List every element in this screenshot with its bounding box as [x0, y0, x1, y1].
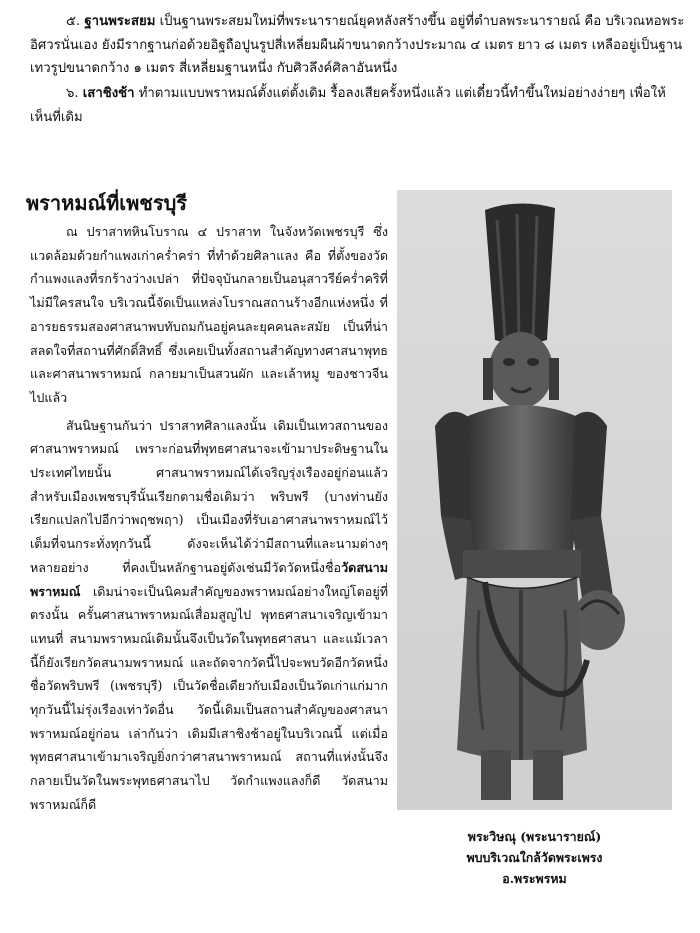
body-column — [30, 220, 388, 817]
figure-caption — [397, 826, 672, 889]
temple-name-emphasis: วัดสนามพราหมณ์ — [30, 559, 388, 599]
caption-line: อ.พระพรหม — [502, 871, 567, 886]
paragraph-text-continued: เดิมน่าจะเป็นนิคมสำคัญของพราหมณ์อย่างใหญ่โตอยู่ที่ตรงนั้น ครั้นศาสนาพราหมณ์เสื่อมสูญไป พุทธศาสนาเจริญเข้ามาแทนที่ สนามพราหมณ์เดิมนั้นจึงเป็นวัดในพุทธศาสนา และแม้เวลานี้ก็ยังเรียกวัดสนามพราหมณ์ และถัดจากวัดนี้ไปจะพบวัดอีกวัดหนึ่งชื่อวัดพริบพรี (เพชรบุรี) เป็นวัดชื่อเดียวกับเมืองเป็นวัดเก่าแก่มาก ทุกวันนี้ไม่รุ่งเรืองเท่าวัดอื่น วัดนี้เดิมเป็นสถานสำคัญของศาสนาพราหมณ์อยู่ก่อน เล่ากันว่า เดิมมีเสาชิงช้าอยู่ในบริเวณนี้ แต่เมื่อพุทธศาสนาเข้ามาเจริญยิ่งกว่าศาสนาพราหมณ์ สถานที่แห่งนั้นจึงกลายเป็นวัดในพระพุทธศาสนาไป วัดกำแพงแลงก็ดี วัดสนามพราหมณ์ก็ดี — [30, 583, 388, 812]
item-6 — [30, 82, 685, 129]
item-number: ๖. — [66, 86, 79, 101]
item-heading: ฐานพระสยม — [84, 14, 156, 29]
paragraph-text: สันนิษฐานกันว่า ปราสาทศิลาแลงนั้น เดิมเป็นเทวสถานของศาสนาพราหมณ์ เพราะก่อนที่พุทธศาสนาจะเข้ามาประดิษฐานในประเทศไทยนั้น ศาสนาพราหมณ์ได้เจริญรุ่งเรืองอยู่ก่อนแล้ว สำหรับเมืองเพชรบุรีนั้นเรียกตามชื่อเดิมว่า พริบพรี (บางท่านยังเรียกแปลกไปอีกว่าพฤชพฤา) เป็นเมืองที่รับเอาศาสนาพราหมณ์ไว้เต็มที่จนกระทั่งทุกวันนี้ ดังจะเห็นได้ว่ามีสถานที่และนามต่างๆ หลายอย่าง ที่คงเป็นหลักฐานอยู่ดังเช่นมีวัดวัดหนึ่งชื่อ — [30, 417, 388, 575]
item-5 — [30, 10, 685, 81]
item-number: ๕. — [66, 14, 81, 29]
item-text: ทำตามแบบพราหมณ์ตั้งแต่ตั้งเดิม รื้อลงเสียครั้งหนึ่งแล้ว แต่เดี๋ยวนี้ทำขึ้นใหม่อย่างง่ายๆ เพื่อให้เห็นที่เดิม — [30, 86, 666, 125]
caption-line: พบบริเวณใกล้วัดพระเพรง — [466, 850, 603, 865]
item-text: เป็นฐานพระสยมใหม่ที่พระนารายณ์ยุคหลังสร้างขึ้น อยู่ที่ตำบลพระนารายณ์ คือ บริเวณหอพระอิศวรนั่นเอง ยังมีรากฐานก่อด้วยอิฐถือปูนรูปสี่เหลี่ยมผืนผ้าขนาดกว้างประมาณ ๔ เมตร ยาว ๘ เมตร เหลืออยู่เป็นฐานเทวรูปขนาดกว้าง ๑ เมตร สี่เหลี่ยมฐานหนึ่ง กับศิวลึงค์ศิลาอันหนึ่ง — [30, 14, 685, 76]
item-heading: เสาชิงช้า — [82, 86, 135, 101]
body-paragraph-1 — [30, 220, 388, 410]
vishnu-statue-photo — [397, 190, 672, 810]
section-title: พราหมณ์ที่เพชรบุรี — [26, 191, 188, 215]
caption-line: พระวิษณุ (พระนารายณ์) — [467, 829, 602, 844]
paragraph-text: ณ ปราสาทหินโบราณ ๔ ปราสาท ในจังหวัดเพชรบุรี ซึ่งแวดล้อมด้วยกำแพงเก่าคร่ำคร่า ที่ทำด้วยศิลาแลง คือ ที่ตั้งของวัดกำแพงแลงที่รกร้างว่างเปล่า ที่ปัจจุบันกลายเป็นอนุสาวรีย์คร่ำคริที่ไม่มีใครสนใจ บริเวณนี้จัดเป็นแหล่งโบราณสถานร้างอีกแห่งหนึ่ง ที่อารยธรรมสองศาสนาพบทับถมกันอยู่คนละยุคคนละสมัย เป็นที่น่าสลดใจที่สถานที่ศักดิ์สิทธิ์ ซึ่งเคยเป็นทั้งสถานสำคัญทางศาสนาพุทธ และศาสนาพราหมณ์ กลายมาเป็นสวนผัก และเล้าหมู ของชาวจีนไปแล้ว — [30, 224, 388, 405]
body-paragraph-2 — [30, 414, 388, 817]
